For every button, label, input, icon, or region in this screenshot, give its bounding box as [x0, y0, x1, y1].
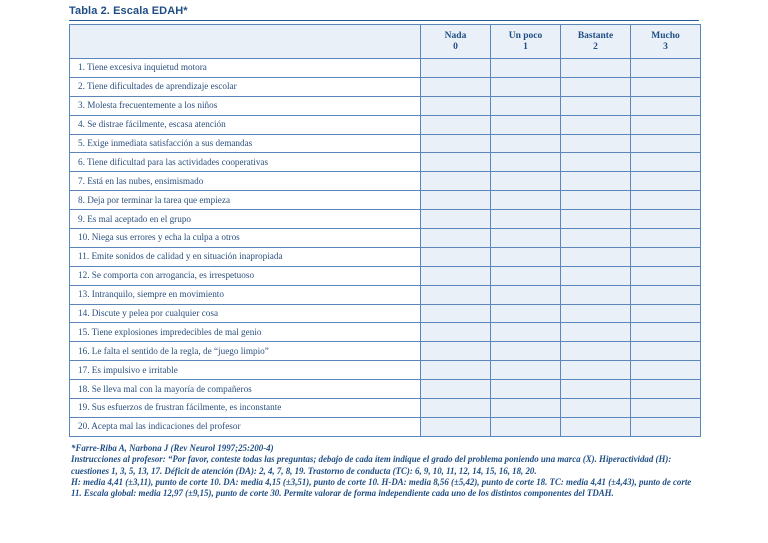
answer-cell[interactable]: [491, 229, 561, 248]
answer-cell[interactable]: [491, 191, 561, 210]
item-text: 13. Intranquilo, siempre en movimiento: [70, 285, 421, 304]
answer-cell[interactable]: [631, 210, 701, 229]
answer-cell[interactable]: [491, 399, 561, 418]
answer-cell[interactable]: [561, 134, 631, 153]
table-row: [70, 77, 701, 96]
answer-cell[interactable]: [491, 266, 561, 285]
answer-cell[interactable]: [561, 323, 631, 342]
table-footnotes: [71, 443, 701, 499]
table-row: [70, 229, 701, 248]
column-label: Nada: [444, 30, 467, 41]
answer-cell[interactable]: [491, 96, 561, 115]
answer-cell[interactable]: [491, 172, 561, 191]
answer-cell[interactable]: [631, 96, 701, 115]
answer-cell[interactable]: [491, 210, 561, 229]
table-header-row: [70, 25, 701, 59]
answer-cell[interactable]: [631, 153, 701, 172]
answer-cell[interactable]: [631, 399, 701, 418]
answer-cell[interactable]: [561, 417, 631, 436]
answer-cell[interactable]: [491, 285, 561, 304]
column-label: Bastante: [577, 30, 614, 41]
answer-cell[interactable]: [631, 380, 701, 399]
answer-cell[interactable]: [421, 361, 491, 380]
answer-cell[interactable]: [631, 191, 701, 210]
item-text: 8. Deja por terminar la tarea que empieza: [70, 191, 421, 210]
answer-cell[interactable]: [421, 96, 491, 115]
answer-cell[interactable]: [561, 191, 631, 210]
table-row: [70, 266, 701, 285]
answer-cell[interactable]: [561, 115, 631, 134]
answer-cell[interactable]: [421, 210, 491, 229]
item-text: 17. Es impulsivo e irritable: [70, 361, 421, 380]
item-text: 10. Niega sus errores y echa la culpa a otros: [70, 229, 421, 248]
column-header-mucho: [631, 25, 701, 59]
table-title: Tabla 2. Escala EDAH*: [69, 5, 188, 17]
item-text: 19. Sus esfuerzos de frustran fácilmente, es inconstante: [70, 399, 421, 418]
answer-cell[interactable]: [631, 229, 701, 248]
answer-cell[interactable]: [491, 304, 561, 323]
answer-cell[interactable]: [421, 304, 491, 323]
answer-cell[interactable]: [421, 191, 491, 210]
answer-cell[interactable]: [631, 323, 701, 342]
table-row: [70, 304, 701, 323]
item-text: 14. Discute y pelea por cualquier cosa: [70, 304, 421, 323]
answer-cell[interactable]: [561, 361, 631, 380]
answer-cell[interactable]: [631, 417, 701, 436]
column-header-un-poco: [491, 25, 561, 59]
table-row: [70, 247, 701, 266]
answer-cell[interactable]: [491, 323, 561, 342]
column-score: 3: [663, 41, 668, 52]
answer-cell[interactable]: [491, 380, 561, 399]
item-text: 5. Exige inmediata satisfacción a sus demandas: [70, 134, 421, 153]
answer-cell[interactable]: [631, 285, 701, 304]
column-label: Un poco: [508, 30, 543, 41]
answer-cell[interactable]: [421, 134, 491, 153]
table-row: [70, 361, 701, 380]
item-text: 9. Es mal aceptado en el grupo: [70, 210, 421, 229]
answer-cell[interactable]: [421, 380, 491, 399]
answer-cell[interactable]: [631, 342, 701, 361]
edah-scale-table: [69, 24, 701, 437]
table-row: [70, 172, 701, 191]
table-row: [70, 342, 701, 361]
answer-cell[interactable]: [631, 115, 701, 134]
scoring-note: H: media 4,41 (±3,11), punto de corte 10. DA: media 4,15 (±3,51), punto de corte 10. H-DA: media 8,56 (±5,42), punto de corte 18. TC: media 4,41 (±4,43), punto de corte 11. Escala global: media 12,97 (±9,15), punto de corte 30. Permite valorar de forma independiente cada uno de los distintos componentes del TDAH.: [71, 476, 692, 499]
instructions-note: Instrucciones al profesor: “Por favor, conteste todas las preguntas; debajo de cada ítem indique el grado del problema poniendo una marca (X). Hiperactividad (H): cuestiones 1, 3, 5, 13, 17. Déficit de atención (DA): 2, 4, 7, 8, 19. Trastorno de conducta (TC): 6, 9, 10, 11, 12, 14, 15, 16, 18, 20.: [71, 454, 672, 476]
answer-cell[interactable]: [561, 229, 631, 248]
table-row: [70, 323, 701, 342]
table-row: [70, 399, 701, 418]
answer-cell[interactable]: [631, 59, 701, 78]
table-row: [70, 417, 701, 436]
item-text: 16. Le falta el sentido de la regla, de “juego limpio”: [70, 342, 421, 361]
answer-cell[interactable]: [421, 247, 491, 266]
item-text: 20. Acepta mal las indicaciones del profesor: [70, 417, 421, 436]
answer-cell[interactable]: [631, 247, 701, 266]
item-text: 12. Se comporta con arrogancia, es irrespetuoso: [70, 266, 421, 285]
answer-cell[interactable]: [561, 266, 631, 285]
answer-cell[interactable]: [561, 285, 631, 304]
answer-cell[interactable]: [491, 361, 561, 380]
item-text: 3. Molesta frecuentemente a los niños: [70, 96, 421, 115]
column-label: Mucho: [651, 30, 680, 41]
answer-cell[interactable]: [561, 210, 631, 229]
answer-cell[interactable]: [561, 399, 631, 418]
answer-cell[interactable]: [421, 323, 491, 342]
answer-cell[interactable]: [631, 134, 701, 153]
column-header-nada: [421, 25, 491, 59]
item-text: 1. Tiene excesiva inquietud motora: [70, 59, 421, 78]
table-row: [70, 153, 701, 172]
table-row: [70, 285, 701, 304]
item-text: 4. Se distrae fácilmente, escasa atención: [70, 115, 421, 134]
answer-cell[interactable]: [421, 115, 491, 134]
table-row: [70, 380, 701, 399]
answer-cell[interactable]: [491, 115, 561, 134]
answer-cell[interactable]: [421, 285, 491, 304]
item-text: 2. Tiene dificultades de aprendizaje escolar: [70, 77, 421, 96]
answer-cell[interactable]: [631, 266, 701, 285]
item-text: 18. Se lleva mal con la mayoría de compañeros: [70, 380, 421, 399]
answer-cell[interactable]: [421, 172, 491, 191]
answer-cell[interactable]: [421, 229, 491, 248]
answer-cell[interactable]: [631, 77, 701, 96]
item-text: 15. Tiene explosiones impredecibles de mal genio: [70, 323, 421, 342]
answer-cell[interactable]: [491, 417, 561, 436]
table-row: [70, 134, 701, 153]
answer-cell[interactable]: [561, 96, 631, 115]
answer-cell[interactable]: [561, 304, 631, 323]
item-text: 7. Está en las nubes, ensimismado: [70, 172, 421, 191]
answer-cell[interactable]: [421, 399, 491, 418]
answer-cell[interactable]: [421, 342, 491, 361]
answer-cell[interactable]: [491, 153, 561, 172]
column-header-bastante: [561, 25, 631, 59]
answer-cell[interactable]: [561, 247, 631, 266]
table-row: [70, 210, 701, 229]
answer-cell[interactable]: [561, 380, 631, 399]
citation-note: *Farre-Riba A, Narbona J (Rev Neurol 1997;25:200-4): [71, 443, 274, 453]
answer-cell[interactable]: [491, 59, 561, 78]
column-score: 0: [453, 41, 458, 52]
answer-cell[interactable]: [491, 77, 561, 96]
answer-cell[interactable]: [421, 59, 491, 78]
answer-cell[interactable]: [631, 361, 701, 380]
answer-cell[interactable]: [631, 304, 701, 323]
table-row: [70, 191, 701, 210]
column-score: 1: [523, 41, 528, 52]
item-header: [70, 25, 421, 59]
answer-cell[interactable]: [491, 134, 561, 153]
item-text: 6. Tiene dificultad para las actividades cooperativas: [70, 153, 421, 172]
table-row: [70, 96, 701, 115]
answer-cell[interactable]: [421, 77, 491, 96]
answer-cell[interactable]: [561, 342, 631, 361]
answer-cell[interactable]: [631, 172, 701, 191]
answer-cell[interactable]: [561, 153, 631, 172]
answer-cell[interactable]: [421, 417, 491, 436]
answer-cell[interactable]: [491, 247, 561, 266]
answer-cell[interactable]: [561, 77, 631, 96]
title-rule: [69, 20, 699, 21]
table-row: [70, 59, 701, 78]
answer-cell[interactable]: [421, 266, 491, 285]
table-row: [70, 115, 701, 134]
answer-cell[interactable]: [421, 153, 491, 172]
item-text: 11. Emite sonidos de calidad y en situación inapropiada: [70, 247, 421, 266]
column-score: 2: [593, 41, 598, 52]
answer-cell[interactable]: [491, 342, 561, 361]
answer-cell[interactable]: [561, 172, 631, 191]
answer-cell[interactable]: [561, 59, 631, 78]
